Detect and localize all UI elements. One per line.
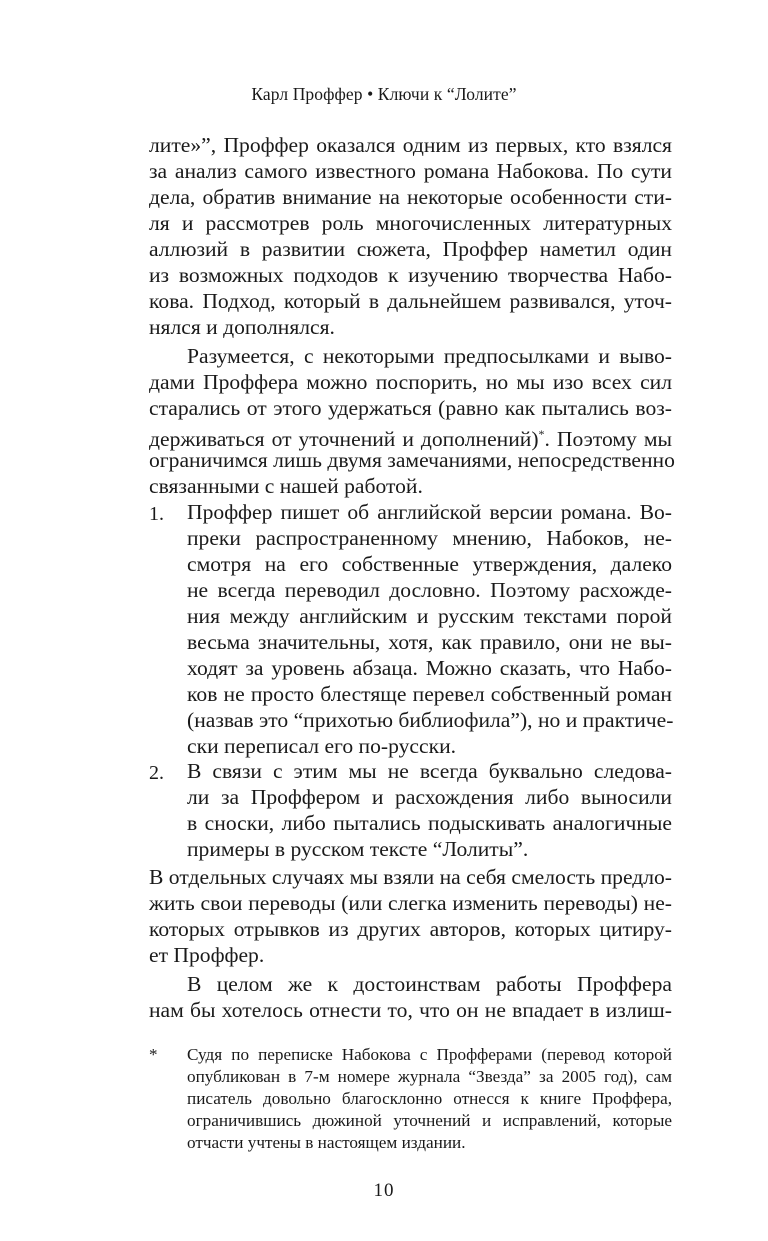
text-segment: . Поэтому мы xyxy=(544,427,672,451)
text-line: В целом же к достоинствам работы Проффера xyxy=(187,972,672,996)
text-line: старались от этого удержаться (равно как пытались воз- xyxy=(149,396,672,420)
text-line: ет Проффер. xyxy=(149,943,265,967)
footnote-line: опубликован в 7-м номере журнала “Звезда” за 2005 год), сам xyxy=(187,1067,672,1086)
list-item-line: ния между английским и русским текстами порой xyxy=(187,604,672,628)
list-item-line: В связи с этим мы не всегда буквально следова- xyxy=(187,759,672,783)
text-line: ля и рассмотрев роль многочисленных литературных xyxy=(149,211,672,235)
list-item-line: ли за Проффером и расхождения либо выносили xyxy=(187,785,672,809)
list-item-line: преки распространенному мнению, Набоков, не- xyxy=(187,526,672,550)
text-line: ограничимся лишь двумя замечаниями, непосредственно xyxy=(149,448,675,472)
text-line: из возможных подходов к изучению творчества Набо- xyxy=(149,263,672,287)
text-line: дами Проффера можно поспорить, но мы изо всех сил xyxy=(149,370,672,394)
list-item-line: примеры в русском тексте “Лолиты”. xyxy=(187,837,529,861)
footnote-line: писатель довольно благосклонно отнесся к книге Проффера, xyxy=(187,1089,672,1108)
text-line: связанными с нашей работой. xyxy=(149,474,423,498)
list-item-line: весьма значительны, хотя, как правило, они не вы- xyxy=(187,630,672,654)
text-line: за анализ самого известного романа Набокова. По сути xyxy=(149,159,672,183)
text-segment: держиваться от уточнений и дополнений) xyxy=(149,427,539,451)
page-number: 10 xyxy=(373,1180,395,1201)
list-item-line: Проффер пишет об английской версии романа. Во- xyxy=(187,500,672,524)
list-number: 2. xyxy=(149,762,164,784)
list-item-line: ски переписал его по-русски. xyxy=(187,734,457,758)
footnote-reference[interactable]: * xyxy=(538,427,545,441)
list-item-line: не всегда переводил дословно. Поэтому расхожде- xyxy=(187,578,672,602)
footnote-line: отчасти учтены в настоящем издании. xyxy=(187,1133,466,1152)
list-number: 1. xyxy=(149,503,164,525)
list-item-line: ходят за уровень абзаца. Можно сказать, что Набо- xyxy=(187,656,672,680)
text-line: дела, обратив внимание на некоторые особенности сти- xyxy=(149,185,672,209)
text-line: жить свои переводы (или слегка изменить переводы) не- xyxy=(149,891,672,915)
list-item-line: (назвав это “прихотью библиофила”), но и практиче- xyxy=(187,708,674,732)
text-line: нам бы хотелось отнести то, что он не впадает в излиш- xyxy=(149,998,672,1022)
footnote-line: ограничившись дюжиной уточнений и исправлений, которые xyxy=(187,1111,672,1130)
text-line: кова. Подход, который в дальнейшем развивался, уточ- xyxy=(149,289,672,313)
list-item-line: в сноски, либо пытались подыскивать аналогичные xyxy=(187,811,672,835)
footnote-line: Судя по переписке Набокова с Профферами (перевод которой xyxy=(187,1045,672,1064)
text-line: аллюзий в развитии сюжета, Проффер наметил один xyxy=(149,237,672,261)
text-line: Разумеется, с некоторыми предпосылками и выво- xyxy=(187,344,672,368)
text-line: которых отрывков из других авторов, которых цитиру- xyxy=(149,917,672,941)
text-line: лите»”, Проффер оказался одним из первых, кто взялся xyxy=(149,133,672,157)
footnote-mark: * xyxy=(149,1045,158,1064)
list-item-line: смотря на его собственные утверждения, далеко xyxy=(187,552,672,576)
text-line: В отдельных случаях мы взяли на себя смелость предло- xyxy=(149,865,672,889)
list-item-line: ков не просто блестяще перевел собственный роман xyxy=(187,682,672,706)
running-header: Карл Проффер • Ключи к “Лолите” xyxy=(251,84,517,104)
text-line: нялся и дополнялся. xyxy=(149,315,335,339)
